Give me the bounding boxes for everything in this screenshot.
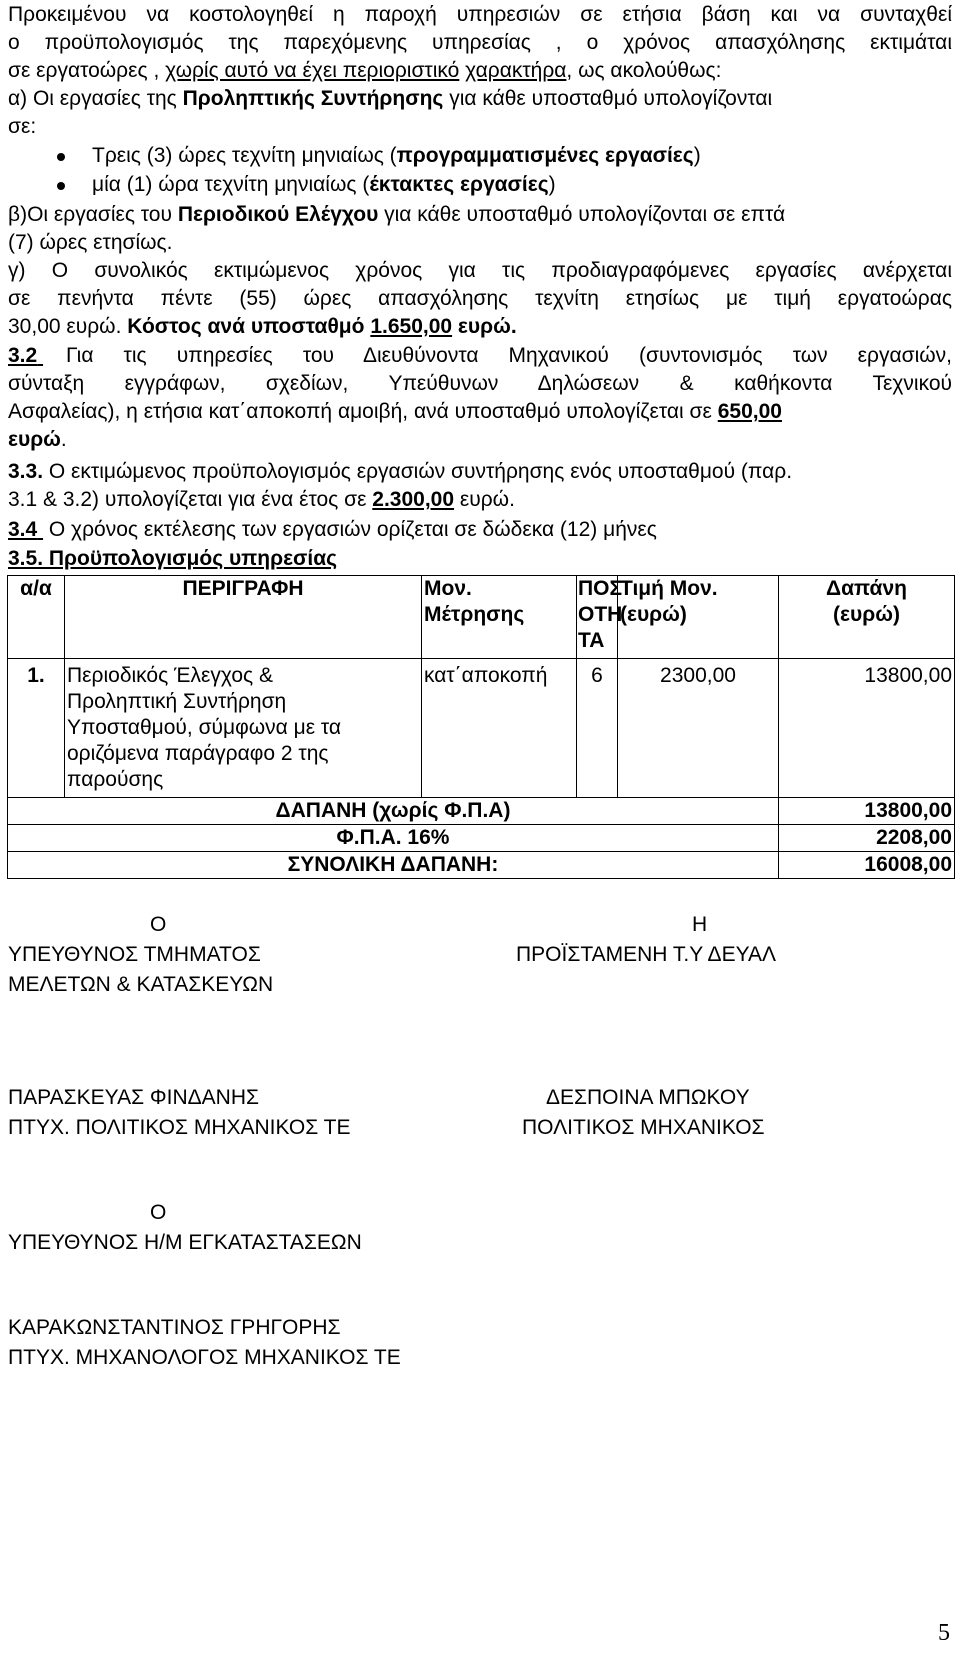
budget-table	[7, 575, 955, 879]
table-header-row	[8, 576, 955, 659]
table-grand-total-row	[8, 852, 955, 879]
section-3-5-title: 3.5. Προϋπολογισμός υπηρεσίας	[8, 547, 338, 570]
signatory-left-name: ΠΑΡΑΣΚΕΥΑΣ ΦΙΝΔΑΝΗΣ	[8, 1086, 259, 1109]
para-b-line-2: (7) ώρες ετησίως.	[8, 231, 173, 254]
table-row	[8, 659, 955, 798]
intro-line-3: σε εργατοώρες , χωρίς αυτό να έχει περιοριστικό χαρακτήρα, ως ακολούθως:	[8, 59, 722, 82]
bullet-dot-icon	[57, 153, 65, 161]
section-3-3-line-1: 3.3. Ο εκτιμώμενος προϋπολογισμός εργασιών συντήρησης ενός υποσταθμού (παρ.	[8, 460, 793, 483]
intro-line-4: α) Οι εργασίες της Προληπτικής Συντήρησης για κάθε υποσταθμό υπολογίζονται	[8, 87, 773, 110]
cell-unit: κατ΄αποκοπή	[422, 659, 577, 798]
section-3-4: 3.4 Ο χρόνος εκτέλεσης των εργασιών ορίζεται σε δώδεκα (12) μήνες	[8, 518, 657, 541]
total-label: ΔΑΠΑΝΗ (χωρίς Φ.Π.Α)	[8, 798, 779, 825]
bullet-item-1: Τρεις (3) ώρες τεχνίτη μηνιαίως (προγραμματισμένες εργασίες)	[92, 144, 701, 167]
signatory-third-title: ΥΠΕΥΘΥΝΟΣ Η/Μ ΕΓΚΑΤΑΣΤΑΣΕΩΝ	[8, 1231, 362, 1254]
header-description: ΠΕΡΙΓΡΑΦΗ	[65, 576, 422, 659]
signatory-right-role: ΠΟΛΙΤΙΚΟΣ ΜΗΧΑΝΙΚΟΣ	[522, 1116, 765, 1139]
grand-total-value: 16008,00	[779, 852, 955, 879]
signatory-left-role: ΠΤΥΧ. ΠΟΛΙΤΙΚΟΣ ΜΗΧΑΝΙΚΟΣ ΤΕ	[8, 1116, 351, 1139]
intro-line-1: Προκειμένου να κοστολογηθεί η παροχή υπηρεσιών σε ετήσια βάση και να συνταχθεί	[8, 3, 952, 26]
para-c-line-1: γ) Ο συνολικός εκτιμώμενος χρόνος για τις προδιαγραφόμενες εργασίες ανέρχεται	[8, 259, 952, 282]
signatory-third-article: Ο	[150, 1201, 167, 1224]
table-total-row	[8, 798, 955, 825]
bullet-item-2: μία (1) ώρα τεχνίτη μηνιαίως (έκτακτες εργασίες)	[92, 173, 556, 196]
page-number: 5	[938, 1620, 950, 1646]
para-c-line-2: σε πενήντα πέντε (55) ώρες απασχόλησης τεχνίτη ετησίως με τιμή εργατοώρας	[8, 287, 952, 310]
section-3-2-num: 3.2	[8, 344, 38, 367]
signatory-right-title: ΠΡΟΪΣΤΑΜΕΝΗ Τ.Υ ΔΕΥΑΛ	[516, 943, 777, 966]
signatory-right-article: Η	[692, 913, 708, 936]
signatory-right-name: ΔΕΣΠΟΙΝΑ ΜΠΩΚΟΥ	[546, 1086, 750, 1109]
signatory-left-title-1: ΥΠΕΥΘΥΝΟΣ ΤΜΗΜΑΤΟΣ	[8, 943, 261, 966]
intro-line-5: σε:	[8, 115, 37, 138]
section-3-2-line-4: ευρώ.	[8, 428, 67, 451]
signatory-left-article: Ο	[150, 913, 167, 936]
signatory-third-role: ΠΤΥΧ. ΜΗΧΑΝΟΛΟΓΟΣ ΜΗΧΑΝΙΚΟΣ ΤΕ	[8, 1346, 401, 1369]
intro-line-2: ο προϋπολογισμός της παρεχόμενης υπηρεσίας , ο χρόνος απασχόλησης εκτιμάται	[8, 31, 952, 54]
header-unit-price: Τιμή Μον. (ευρώ)	[618, 576, 779, 659]
table-vat-row	[8, 825, 955, 852]
header-cost: Δαπάνη (ευρώ)	[779, 576, 955, 659]
header-quantity: ΠΟΣ ΟΤΗ ΤΑ	[577, 576, 618, 659]
cell-unit-price: 2300,00	[618, 659, 779, 798]
vat-label: Φ.Π.Α. 16%	[8, 825, 779, 852]
cell-cost: 13800,00	[779, 659, 955, 798]
section-3-2-line-1: Για τις υπηρεσίες του Διευθύνοντα Μηχανικού (συντονισμός των εργασιών,	[66, 344, 952, 367]
section-3-2-line-2: σύνταξη εγγράφων, σχεδίων, Υπεύθυνων Δηλώσεων & καθήκοντα Τεχνικού	[8, 372, 952, 395]
bullet-dot-icon	[57, 182, 65, 190]
cell-quantity: 6	[577, 659, 618, 798]
header-aa: α/α	[8, 576, 65, 659]
cell-description: Περιοδικός Έλεγχος & Προληπτική Συντήρηση Υποσταθμού, σύμφωνα με τα οριζόμενα παράγραφο 2 της παρούσης	[65, 659, 422, 798]
para-c-line-3: 30,00 ευρώ. Κόστος ανά υποσταθμό 1.650,00 ευρώ.	[8, 315, 517, 338]
vat-value: 2208,00	[779, 825, 955, 852]
cell-aa: 1.	[8, 659, 65, 798]
para-b-line-1: β)Οι εργασίες του Περιοδικού Ελέγχου για κάθε υποσταθμό υπολογίζονται σε επτά	[8, 203, 786, 226]
section-3-2-line-3: Ασφαλείας), η ετήσια κατ΄αποκοπή αμοιβή, ανά υποσταθμό υπολογίζεται σε 650,00	[8, 400, 782, 423]
signatory-left-title-2: ΜΕΛΕΤΩΝ & ΚΑΤΑΣΚΕΥΩΝ	[8, 973, 274, 996]
total-value: 13800,00	[779, 798, 955, 825]
grand-total-label: ΣΥΝΟΛΙΚΗ ΔΑΠΑΝΗ:	[8, 852, 779, 879]
section-3-3-line-2: 3.1 & 3.2) υπολογίζεται για ένα έτος σε 2.300,00 ευρώ.	[8, 488, 515, 511]
signatory-third-name: ΚΑΡΑΚΩΝΣΤΑΝΤΙΝΟΣ ΓΡΗΓΟΡΗΣ	[8, 1316, 341, 1339]
header-unit: Μον. Μέτρησης	[422, 576, 577, 659]
